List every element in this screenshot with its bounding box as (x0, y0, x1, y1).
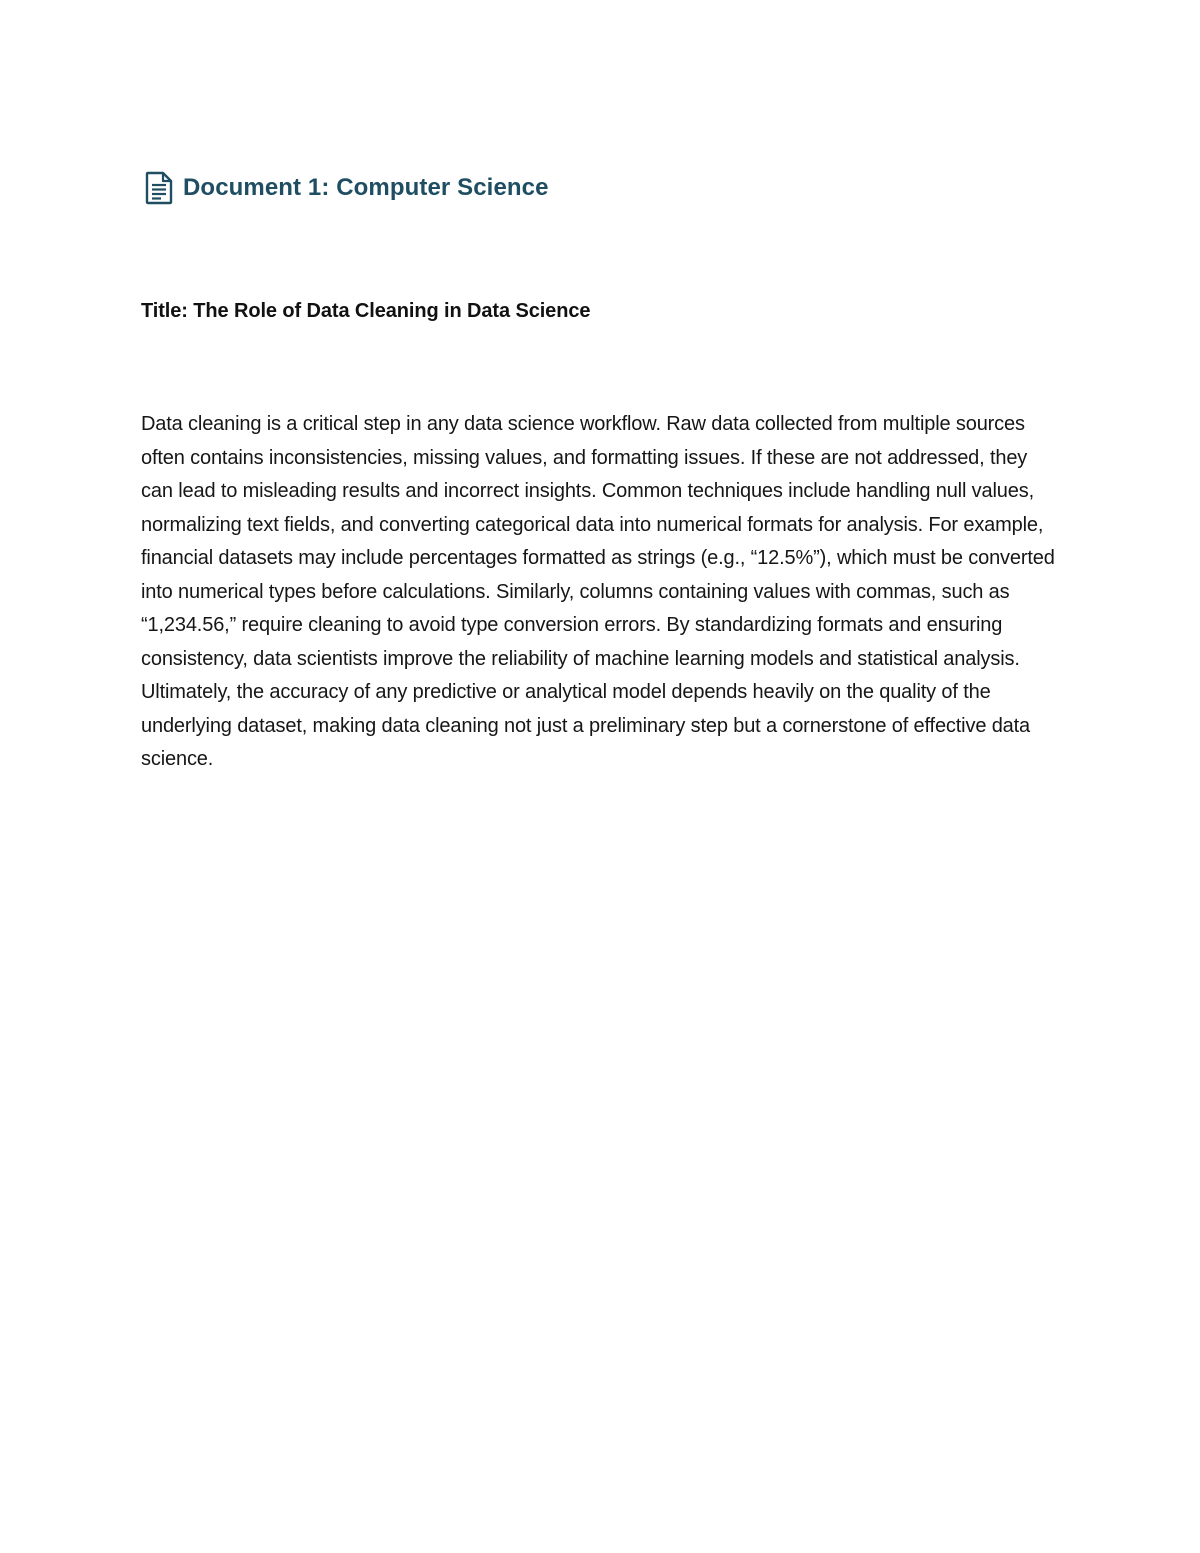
article-body: Data cleaning is a critical step in any data science workflow. Raw data collected from multiple sources often contains inconsistencies, missing values, and formatting issues. If these are not addressed, they can lead to misleading results and incorrect insights. Common techniques include handling null values, normalizing text fields, and converting categorical data into numerical formats for analysis. For example, financial datasets may include percentages formatted as strings (e.g., “12.5%”), which must be converted into numerical types before calculations. Similarly, columns containing values with commas, such as “1,234.56,” require cleaning to avoid type conversion errors. By standardizing formats and ensuring consistency, data scientists improve the reliability of machine learning models and statistical analysis. Ultimately, the accuracy of any predictive or analytical model depends heavily on the quality of the underlying dataset, making data cleaning not just a preliminary step but a cornerstone of effective data science. (141, 413, 1055, 770)
article-title: Title: The Role of Data Cleaning in Data Science (141, 300, 591, 322)
document-heading (145, 171, 549, 205)
document-title: Document 1: Computer Science (183, 174, 549, 201)
document-icon (145, 171, 173, 205)
